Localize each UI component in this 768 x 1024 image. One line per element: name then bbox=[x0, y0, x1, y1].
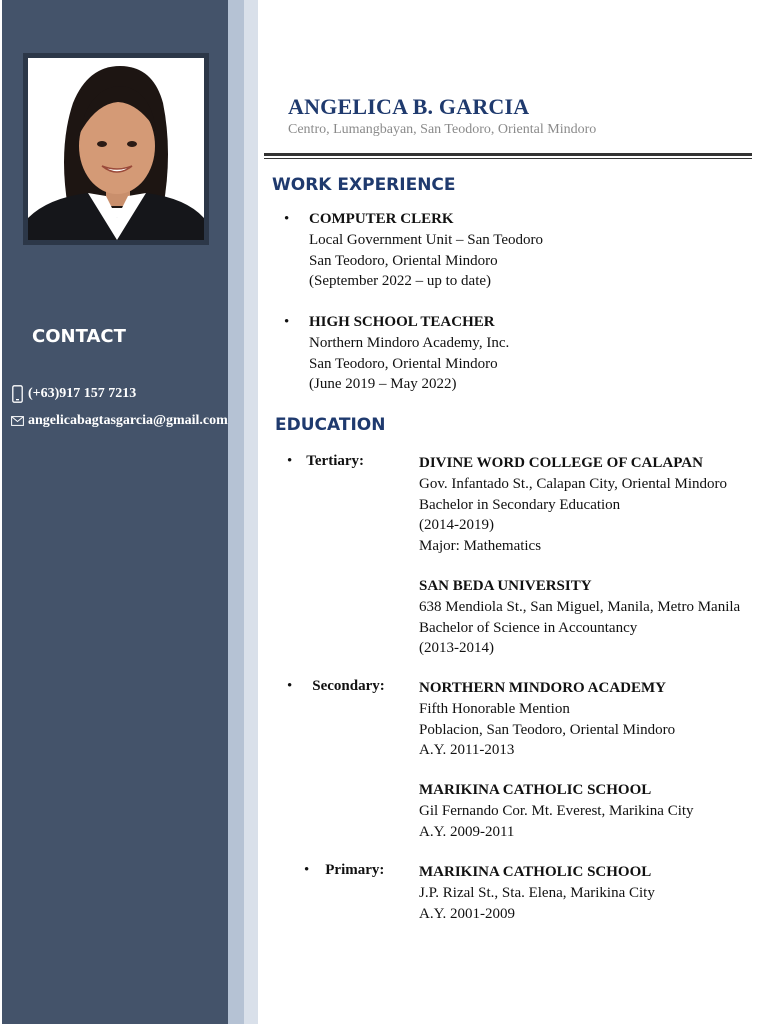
profile-photo bbox=[28, 58, 204, 240]
sidebar-stripe-dark bbox=[228, 0, 244, 1024]
school-detail: Fifth Honorable Mention bbox=[419, 700, 570, 717]
email-address[interactable]: angelicabagtasgarcia@gmail.com bbox=[28, 413, 228, 428]
school-name: DIVINE WORD COLLEGE OF CALAPAN bbox=[419, 455, 703, 471]
bullet-icon: • bbox=[287, 453, 293, 469]
contact-heading: CONTACT bbox=[32, 326, 126, 347]
portrait-illustration bbox=[28, 58, 204, 240]
school-detail: A.Y. 2011-2013 bbox=[419, 742, 515, 759]
work-item bbox=[284, 209, 543, 292]
job-location: San Teodoro, Oriental Mindoro bbox=[309, 252, 498, 269]
job-position: HIGH SCHOOL TEACHER bbox=[309, 314, 495, 330]
envelope-icon bbox=[10, 416, 24, 426]
phone-number[interactable]: (+63)917 157 7213 bbox=[28, 386, 137, 401]
education-entry bbox=[419, 453, 727, 557]
work-experience-heading: WORK EXPERIENCE bbox=[272, 175, 456, 195]
header-rule-thin bbox=[264, 158, 752, 159]
school-name: SAN BEDA UNIVERSITY bbox=[419, 578, 592, 594]
school-detail: J.P. Rizal St., Sta. Elena, Marikina City bbox=[419, 884, 655, 901]
applicant-name: ANGELICA B. GARCIA bbox=[288, 94, 530, 119]
contact-email bbox=[10, 413, 228, 429]
school-detail: Gil Fernando Cor. Mt. Everest, Marikina City bbox=[419, 802, 694, 819]
sidebar-stripe-light bbox=[244, 0, 258, 1024]
education-entry bbox=[419, 780, 694, 842]
school-detail: Poblacion, San Teodoro, Oriental Mindoro bbox=[419, 721, 676, 738]
school-detail: Major: Mathematics bbox=[419, 538, 542, 555]
profile-photo-frame bbox=[23, 53, 209, 245]
job-organization: Local Government Unit – San Teodoro bbox=[309, 231, 544, 248]
job-location: San Teodoro, Oriental Mindoro bbox=[309, 355, 498, 372]
education-entry bbox=[419, 678, 675, 761]
job-position: COMPUTER CLERK bbox=[309, 211, 454, 227]
job-organization: Northern Mindoro Academy, Inc. bbox=[309, 334, 510, 351]
education-level-tertiary: • Tertiary: bbox=[287, 453, 365, 469]
school-name: MARIKINA CATHOLIC SCHOOL bbox=[419, 782, 652, 798]
school-detail: A.Y. 2001-2009 bbox=[419, 905, 515, 922]
school-detail: A.Y. 2009-2011 bbox=[419, 823, 515, 840]
school-name: MARIKINA CATHOLIC SCHOOL bbox=[419, 864, 652, 880]
bullet-icon: • bbox=[284, 314, 290, 330]
job-period: (June 2019 – May 2022) bbox=[309, 376, 457, 393]
phone-icon bbox=[10, 385, 24, 403]
contact-phone bbox=[10, 385, 136, 403]
work-item bbox=[284, 312, 509, 395]
job-period: (September 2022 – up to date) bbox=[309, 273, 492, 290]
school-name: NORTHERN MINDORO ACADEMY bbox=[419, 680, 666, 696]
header-rule-thick bbox=[264, 153, 752, 156]
school-detail: Bachelor of Science in Accountancy bbox=[419, 619, 638, 636]
education-entry bbox=[419, 862, 655, 924]
bullet-icon: • bbox=[284, 211, 290, 227]
education-level-secondary: • Secondary: bbox=[287, 678, 385, 694]
school-detail: (2014-2019) bbox=[419, 517, 494, 534]
bullet-icon: • bbox=[287, 678, 293, 694]
education-level-primary: • Primary: bbox=[304, 862, 385, 878]
applicant-address: Centro, Lumangbayan, San Teodoro, Oriental Mindoro bbox=[288, 122, 597, 137]
education-heading: EDUCATION bbox=[275, 415, 386, 435]
school-detail: Bachelor in Secondary Education bbox=[419, 496, 621, 513]
school-detail: (2013-2014) bbox=[419, 640, 494, 657]
bullet-icon: • bbox=[304, 862, 310, 878]
school-detail: Gov. Infantado St., Calapan City, Oriental Mindoro bbox=[419, 475, 727, 492]
school-detail: 638 Mendiola St., San Miguel, Manila, Metro Manila bbox=[419, 598, 741, 615]
education-entry bbox=[419, 576, 740, 659]
